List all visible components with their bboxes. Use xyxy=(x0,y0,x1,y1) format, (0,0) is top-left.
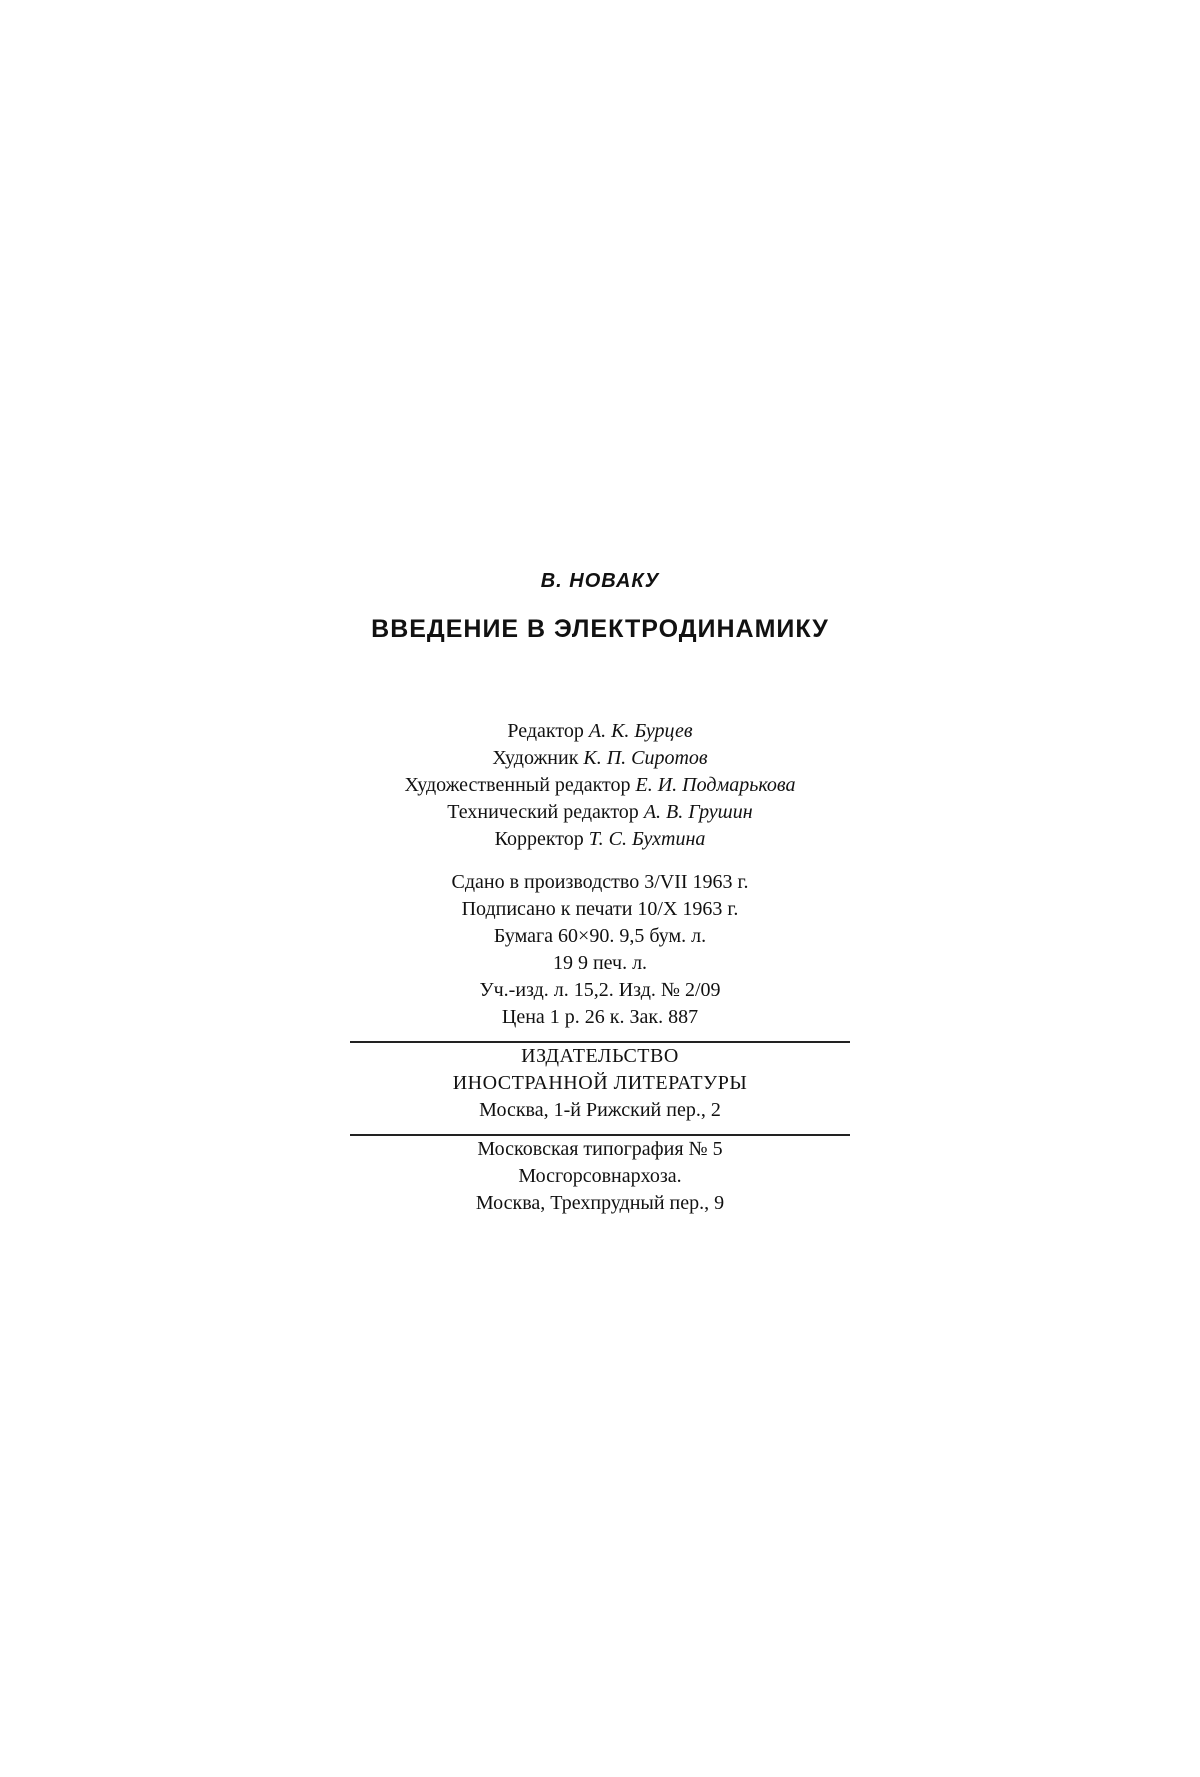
staff-role: Редактор xyxy=(507,720,584,742)
staff-role: Технический редактор xyxy=(447,801,639,823)
staff-line-artist xyxy=(0,745,1200,772)
staff-line-art-editor xyxy=(0,772,1200,799)
print-info-line: Подписано к печати 10/X 1963 г. xyxy=(461,898,739,920)
publisher-line: ИЗДАТЕЛЬСТВО xyxy=(521,1045,679,1067)
author-name: В. НОВАКУ xyxy=(540,570,660,592)
staff-line-tech-editor xyxy=(0,799,1200,826)
print-info-line: Цена 1 р. 26 к. Зак. 887 xyxy=(501,1006,699,1028)
staff-person: Т. С. Бухтина xyxy=(588,828,706,850)
print-info-line: Бумага 60×90. 9,5 бум. л. xyxy=(493,925,707,947)
staff-line-proofreader xyxy=(0,826,1200,853)
staff-line-editor xyxy=(0,718,1200,745)
printer-block xyxy=(0,1136,1200,1217)
printer-line: Московская типография № 5 xyxy=(477,1138,723,1160)
staff-role: Корректор xyxy=(494,828,584,850)
print-info-line: 19 9 печ. л. xyxy=(552,952,648,974)
print-info-line: Уч.-изд. л. 15,2. Изд. № 2/09 xyxy=(479,979,721,1001)
staff-person: К. П. Сиротов xyxy=(583,747,708,769)
print-info xyxy=(0,869,1200,1031)
staff-role: Художественный редактор xyxy=(404,774,631,796)
publisher-address: Москва, 1-й Рижский пер., 2 xyxy=(479,1099,721,1121)
printer-line: Мосгорсовнархоза. xyxy=(518,1165,682,1187)
print-info-line: Сдано в производство 3/VII 1963 г. xyxy=(451,871,749,893)
colophon xyxy=(0,566,1200,1217)
publisher-line: ИНОСТРАННОЙ ЛИТЕРАТУРЫ xyxy=(452,1072,748,1094)
staff-credits xyxy=(0,718,1200,853)
staff-person: Е. И. Подмарькова xyxy=(635,774,796,796)
staff-person: А. В. Грушин xyxy=(643,801,753,823)
staff-role: Художник xyxy=(492,747,579,769)
printer-address: Москва, Трехпрудный пер., 9 xyxy=(475,1192,725,1214)
staff-person: А. К. Бурцев xyxy=(588,720,693,742)
book-title: ВВЕДЕНИЕ В ЭЛЕКТРОДИНАМИКУ xyxy=(371,615,829,643)
publisher-block xyxy=(0,1043,1200,1124)
